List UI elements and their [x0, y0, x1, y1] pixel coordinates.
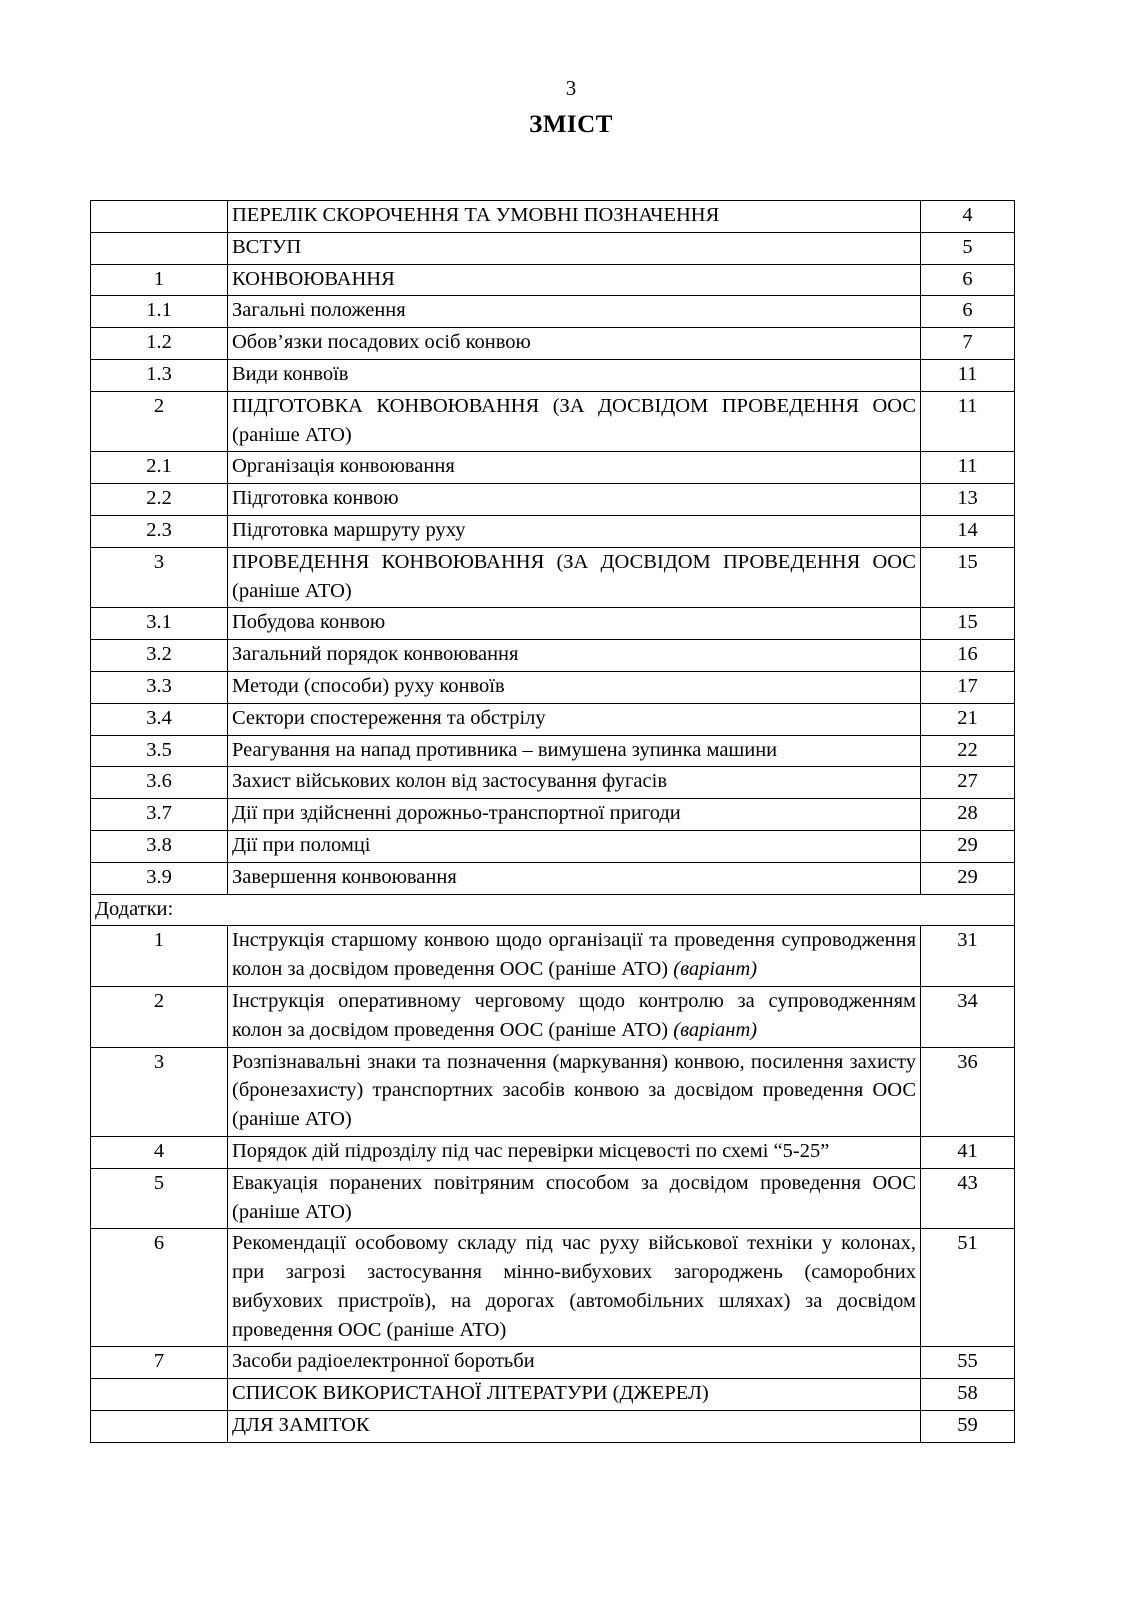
page-title: ЗМІСТ: [529, 111, 613, 138]
toc-row-title: Порядок дій підрозділу під час перевірки місцевості по схемі “5-25”: [228, 1136, 921, 1168]
toc-row-page: 14: [921, 515, 1015, 547]
page-number: 3: [565, 76, 577, 100]
table-row: [91, 1136, 1015, 1168]
toc-row-page: 34: [921, 986, 1015, 1047]
toc-row-number: 1.2: [91, 328, 228, 360]
toc-row-page: 13: [921, 484, 1015, 516]
table-of-contents: [90, 200, 1015, 1443]
toc-row-title: Завершення конвоювання: [228, 862, 921, 894]
toc-row-page: 31: [921, 926, 1015, 987]
toc-row-number: 3.6: [91, 767, 228, 799]
toc-row-number: 3.4: [91, 703, 228, 735]
toc-row-title: Побудова конвою: [228, 608, 921, 640]
toc-row-title: [228, 926, 921, 987]
toc-row-page: 11: [921, 391, 1015, 452]
toc-row-title: Організація конвоювання: [228, 452, 921, 484]
toc-row-title: Загальні положення: [228, 296, 921, 328]
table-row: [91, 452, 1015, 484]
toc-row-title: ПЕРЕЛІК СКОРОЧЕННЯ ТА УМОВНІ ПОЗНАЧЕННЯ: [228, 201, 921, 233]
toc-row-title: СПИСОК ВИКОРИСТАНОЇ ЛІТЕРАТУРИ (ДЖЕРЕЛ): [228, 1379, 921, 1411]
table-row: [91, 799, 1015, 831]
toc-row-title-main: Інструкція старшому конвою щодо організації та проведення супроводження колон за досвідом проведення ООС (раніше АТО): [232, 929, 916, 981]
toc-row-title: Дії при здійсненні дорожньо-транспортної пригоди: [228, 799, 921, 831]
toc-row-title: Сектори спостереження та обстрілу: [228, 703, 921, 735]
toc-row-number: 4: [91, 1136, 228, 1168]
toc-row-title: Види конвоїв: [228, 359, 921, 391]
toc-row-title: ПІДГОТОВКА КОНВОЮВАННЯ (ЗА ДОСВІДОМ ПРОВЕДЕННЯ ООС (раніше АТО): [228, 391, 921, 452]
toc-row-page: 11: [921, 452, 1015, 484]
toc-row-page: 11: [921, 359, 1015, 391]
toc-row-number: [91, 1411, 228, 1443]
table-row: [91, 515, 1015, 547]
toc-row-title: Евакуація поранених повітряним способом за досвідом проведення ООС (раніше АТО): [228, 1168, 921, 1229]
table-row: [91, 640, 1015, 672]
toc-row-title: Рекомендації особовому складу під час руху військової техніки у колонах, при загрозі застосування мінно-вибухових загороджень (саморобних вибухових пристроїв), на дорогах (автомобільних шляхах) за досвідом проведення ООС (раніше АТО): [228, 1229, 921, 1347]
table-row: [91, 328, 1015, 360]
toc-row-title: Методи (способи) руху конвоїв: [228, 671, 921, 703]
toc-row-number: 2.2: [91, 484, 228, 516]
table-row: [91, 1168, 1015, 1229]
toc-row-page: 22: [921, 735, 1015, 767]
table-row: [91, 391, 1015, 452]
toc-row-number: 5: [91, 1168, 228, 1229]
toc-row-page: 27: [921, 767, 1015, 799]
toc-row-number: 6: [91, 1229, 228, 1347]
toc-row-number: 3.1: [91, 608, 228, 640]
toc-row-page: 58: [921, 1379, 1015, 1411]
toc-row-page: 43: [921, 1168, 1015, 1229]
table-row: [91, 359, 1015, 391]
toc-row-page: 29: [921, 862, 1015, 894]
toc-row-title-main: Інструкція оперативному черговому щодо контролю за супроводженням колон за досвідом проведення ООС (раніше АТО): [232, 989, 916, 1041]
toc-row-title: [228, 986, 921, 1047]
toc-row-page: 4: [921, 201, 1015, 233]
toc-row-page: 6: [921, 264, 1015, 296]
toc-row-number: 3.8: [91, 830, 228, 862]
toc-row-title: ВСТУП: [228, 232, 921, 264]
toc-row-page: 7: [921, 328, 1015, 360]
toc-row-page: 36: [921, 1047, 1015, 1136]
table-row: [91, 1047, 1015, 1136]
toc-row-page: 15: [921, 547, 1015, 608]
table-row: [91, 547, 1015, 608]
toc-row-page: 41: [921, 1136, 1015, 1168]
table-row: [91, 703, 1015, 735]
toc-body: [91, 201, 1015, 1443]
toc-row-number: 2: [91, 391, 228, 452]
toc-row-title: КОНВОЮВАННЯ: [228, 264, 921, 296]
toc-row-number: [91, 232, 228, 264]
toc-row-page: 29: [921, 830, 1015, 862]
appendix-header-row: [91, 894, 1015, 926]
toc-row-number: 3.2: [91, 640, 228, 672]
toc-row-number: 3: [91, 547, 228, 608]
table-row: [91, 926, 1015, 987]
table-row: [91, 1347, 1015, 1379]
toc-row-title: Засоби радіоелектронної боротьби: [228, 1347, 921, 1379]
toc-row-number: 3.5: [91, 735, 228, 767]
table-row: [91, 862, 1015, 894]
toc-row-page: 5: [921, 232, 1015, 264]
table-row: [91, 232, 1015, 264]
toc-row-number: 1: [91, 264, 228, 296]
toc-row-page: 51: [921, 1229, 1015, 1347]
table-row: [91, 296, 1015, 328]
table-row: [91, 201, 1015, 233]
toc-row-title-variant: (варіант): [673, 958, 758, 981]
toc-row-page: 21: [921, 703, 1015, 735]
toc-row-number: [91, 201, 228, 233]
toc-row-page: 17: [921, 671, 1015, 703]
table-row: [91, 986, 1015, 1047]
toc-row-page: 28: [921, 799, 1015, 831]
toc-row-page: 59: [921, 1411, 1015, 1443]
toc-row-title: Обов’язки посадових осіб конвою: [228, 328, 921, 360]
toc-row-number: 7: [91, 1347, 228, 1379]
toc-row-title: Підготовка маршруту руху: [228, 515, 921, 547]
toc-row-title: Дії при поломці: [228, 830, 921, 862]
toc-row-title: Підготовка конвою: [228, 484, 921, 516]
table-row: [91, 830, 1015, 862]
toc-row-number: 3: [91, 1047, 228, 1136]
toc-row-page: 55: [921, 1347, 1015, 1379]
toc-row-number: 2: [91, 986, 228, 1047]
table-row: [91, 1229, 1015, 1347]
toc-row-number: 3.3: [91, 671, 228, 703]
appendix-header-label: Додатки:: [91, 894, 1015, 926]
toc-row-title: Розпізнавальні знаки та позначення (маркування) конвою, посилення захисту (бронезахисту) транспортних засобів конвою за досвідом проведення ООС (раніше АТО): [228, 1047, 921, 1136]
toc-row-number: 1.3: [91, 359, 228, 391]
table-row: [91, 735, 1015, 767]
table-row: [91, 608, 1015, 640]
toc-row-title: ПРОВЕДЕННЯ КОНВОЮВАННЯ (ЗА ДОСВІДОМ ПРОВЕДЕННЯ ООС (раніше АТО): [228, 547, 921, 608]
table-row: [91, 671, 1015, 703]
toc-row-number: 1.1: [91, 296, 228, 328]
toc-row-page: 15: [921, 608, 1015, 640]
toc-row-title-variant: (варіант): [673, 1018, 758, 1041]
toc-row-title: ДЛЯ ЗАМІТОК: [228, 1411, 921, 1443]
toc-row-number: 2.1: [91, 452, 228, 484]
table-row: [91, 484, 1015, 516]
toc-row-title: Захист військових колон від застосування фугасів: [228, 767, 921, 799]
table-row: [91, 264, 1015, 296]
toc-row-page: 6: [921, 296, 1015, 328]
toc-row-number: 3.7: [91, 799, 228, 831]
toc-row-number: 1: [91, 926, 228, 987]
table-row: [91, 767, 1015, 799]
toc-row-page: 16: [921, 640, 1015, 672]
toc-row-number: 3.9: [91, 862, 228, 894]
table-row: [91, 1411, 1015, 1443]
table-row: [91, 1379, 1015, 1411]
toc-row-number: [91, 1379, 228, 1411]
toc-row-title: Реагування на напад противника – вимушена зупинка машини: [228, 735, 921, 767]
toc-row-number: 2.3: [91, 515, 228, 547]
toc-row-title: Загальний порядок конвоювання: [228, 640, 921, 672]
